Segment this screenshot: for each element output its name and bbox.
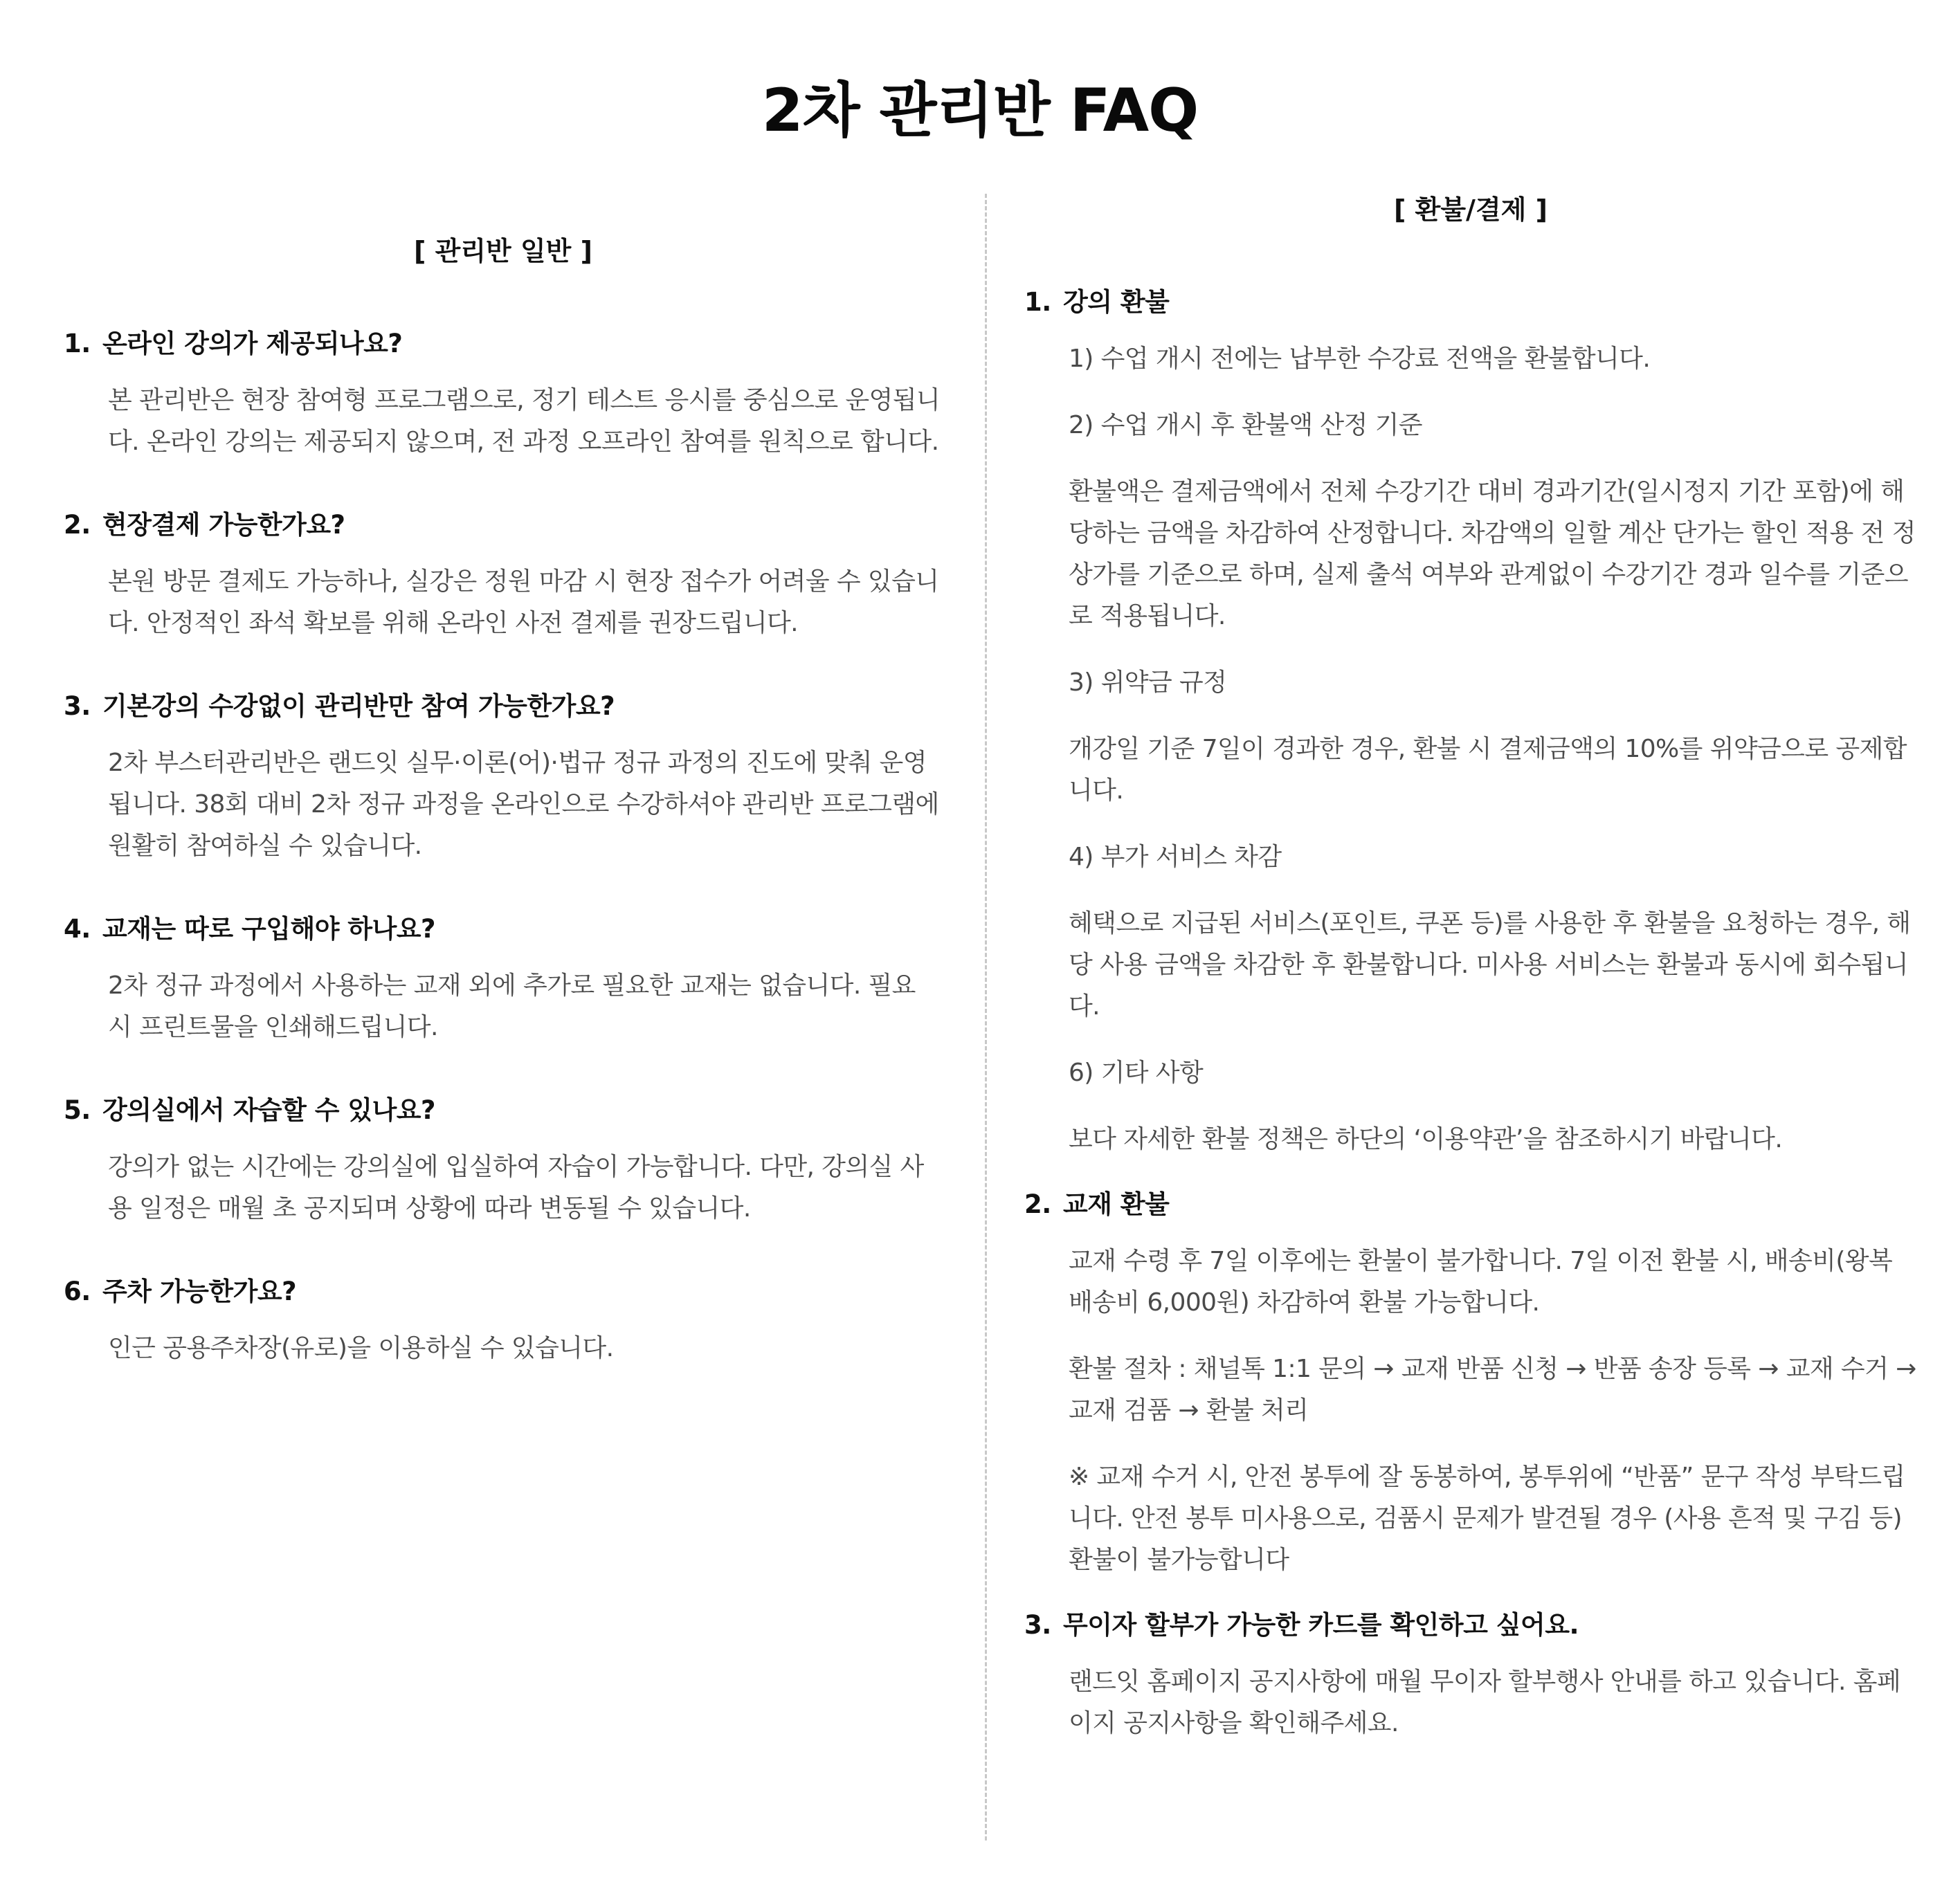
return-notice: ※ 교재 수거 시, 안전 봉투에 잘 동봉하여, 봉투위에 “반품” 문구 작성 부탁드립니다. 안전 봉투 미사용으로, 검품시 문제가 발견될 경우 (사용 흔적 및 구김 등) 환불이 불가능합니다 [1069, 1463, 1905, 1574]
faq-item-without-basic-course [64, 687, 943, 867]
faq-question [1024, 283, 1917, 322]
refund-before-start: 1) 수업 개시 전에는 납부한 수강료 전액을 환불합니다. [1069, 345, 1651, 373]
question-number: 3. [64, 691, 91, 721]
faq-question [64, 506, 943, 545]
faq-item-textbook-refund [1024, 1185, 1917, 1581]
question-number: 2. [64, 510, 91, 540]
section-heading-general: [ 관리반 일반 ] [414, 236, 592, 266]
faq-item-textbook [64, 910, 943, 1048]
section-heading-refund: [ 환불/결제 ] [1394, 194, 1548, 225]
faq-question [1024, 1606, 1917, 1645]
question-number: 1. [1024, 287, 1051, 317]
other-matters-heading: 6) 기타 사항 [1069, 1059, 1204, 1087]
question-text: 강의실에서 자습할 수 있나요? [102, 1095, 436, 1125]
page-title: 2차 관리반 FAQ [761, 76, 1199, 145]
faq-item-lecture-refund [1024, 283, 1917, 1160]
question-text: 온라인 강의가 제공되나요? [102, 329, 403, 358]
question-number: 2. [1024, 1189, 1051, 1219]
question-number: 3. [1024, 1610, 1051, 1640]
extra-service-heading: 4) 부가 서비스 차감 [1069, 843, 1282, 871]
textbook-refund-policy: 교재 수령 후 7일 이후에는 환불이 불가합니다. 7일 이전 환불 시, 배송비(왕복 배송비 6,000원) 차감하여 환불 가능합니다. [1069, 1247, 1893, 1317]
question-text: 교재는 따로 구입해야 하나요? [102, 914, 436, 944]
faq-answer: 본 관리반은 현장 참여형 프로그램으로, 정기 테스트 응시를 중심으로 운영됩니다. 온라인 강의는 제공되지 않으며, 전 과정 오프라인 참여를 원칙으로 합니다. [108, 386, 941, 456]
question-text: 기본강의 수강없이 관리반만 참여 가능한가요? [102, 691, 615, 721]
faq-answer: 인근 공용주차장(유로)을 이용하실 수 있습니다. [108, 1334, 614, 1362]
faq-item-onsite-payment [64, 506, 943, 644]
faq-answer: 본원 방문 결제도 가능하나, 실강은 정원 마감 시 현장 접수가 어려울 수 있습니다. 안정적인 좌석 확보를 위해 온라인 사전 결제를 권장드립니다. [108, 567, 939, 637]
faq-item-parking [64, 1272, 943, 1369]
refund-procedure: 환불 절차 : 채널톡 1:1 문의 → 교재 반품 신청 → 반품 송장 등록 → 교재 수거 → 교재 검품 → 환불 처리 [1069, 1355, 1916, 1425]
column-divider [985, 194, 987, 1840]
faq-question [64, 1272, 943, 1311]
refund-after-start-heading: 2) 수업 개시 후 환불액 산정 기준 [1069, 411, 1422, 439]
question-text: 주차 가능한가요? [102, 1277, 297, 1306]
other-matters-text: 보다 자세한 환불 정책은 하단의 ‘이용약관’을 참조하시기 바랍니다. [1069, 1125, 1783, 1153]
question-number: 4. [64, 914, 91, 944]
faq-question [1024, 1185, 1917, 1224]
faq-answer: 강의가 없는 시간에는 강의실에 입실하여 자습이 가능합니다. 다만, 강의실 사용 일정은 매월 초 공지되며 상황에 따라 변동될 수 있습니다. [108, 1153, 924, 1223]
faq-question [64, 1091, 943, 1130]
faq-item-self-study [64, 1091, 943, 1230]
faq-question [64, 910, 943, 949]
faq-item-online-lecture [64, 325, 943, 463]
question-text: 교재 환불 [1063, 1189, 1170, 1219]
faq-question [64, 325, 943, 363]
penalty-text: 개강일 기준 7일이 경과한 경우, 환불 시 결제금액의 10%를 위약금으로 공제합니다. [1069, 735, 1907, 805]
faq-item-installment-cards [1024, 1606, 1917, 1744]
faq-question [64, 687, 943, 726]
faq-answer: 2차 부스터관리반은 랜드잇 실무·이론(어)·법규 정규 과정의 진도에 맞춰 운영됩니다. 38회 대비 2차 정규 과정을 온라인으로 수강하셔야 관리반 프로그램에 원활히 참여하실 수 있습니다. [108, 749, 939, 860]
question-number: 6. [64, 1277, 91, 1306]
installment-answer: 랜드잇 홈페이지 공지사항에 매월 무이자 할부행사 안내를 하고 있습니다. 홈페이지 공지사항을 확인해주세요. [1069, 1668, 1901, 1737]
question-text: 무이자 할부가 가능한 카드를 확인하고 싶어요. [1063, 1610, 1579, 1640]
faq-answer: 2차 정규 과정에서 사용하는 교재 외에 추가로 필요한 교재는 없습니다. 필요 시 프린트물을 인쇄해드립니다. [108, 971, 916, 1041]
question-text: 현장결제 가능한가요? [102, 510, 345, 540]
question-number: 1. [64, 329, 91, 358]
refund-after-start-text: 환불액은 결제금액에서 전체 수강기간 대비 경과기간(일시정지 기간 포함)에 해당하는 금액을 차감하여 산정합니다. 차감액의 일할 계산 단가는 할인 적용 전 정상가를 기준으로 하며, 실제 출석 여부와 관계없이 수강기간 경과 일수를 기준으로 적용됩니다. [1069, 477, 1916, 630]
question-text: 강의 환불 [1063, 287, 1170, 317]
general-faq-column [64, 232, 943, 1412]
extra-service-text: 혜택으로 지급된 서비스(포인트, 쿠폰 등)를 사용한 후 환불을 요청하는 경우, 해당 사용 금액을 차감한 후 환불합니다. 미사용 서비스는 환불과 동시에 회수됩니다. [1069, 909, 1911, 1021]
refund-payment-column [1024, 190, 1917, 1769]
question-number: 5. [64, 1095, 91, 1125]
penalty-heading: 3) 위약금 규정 [1069, 668, 1227, 697]
